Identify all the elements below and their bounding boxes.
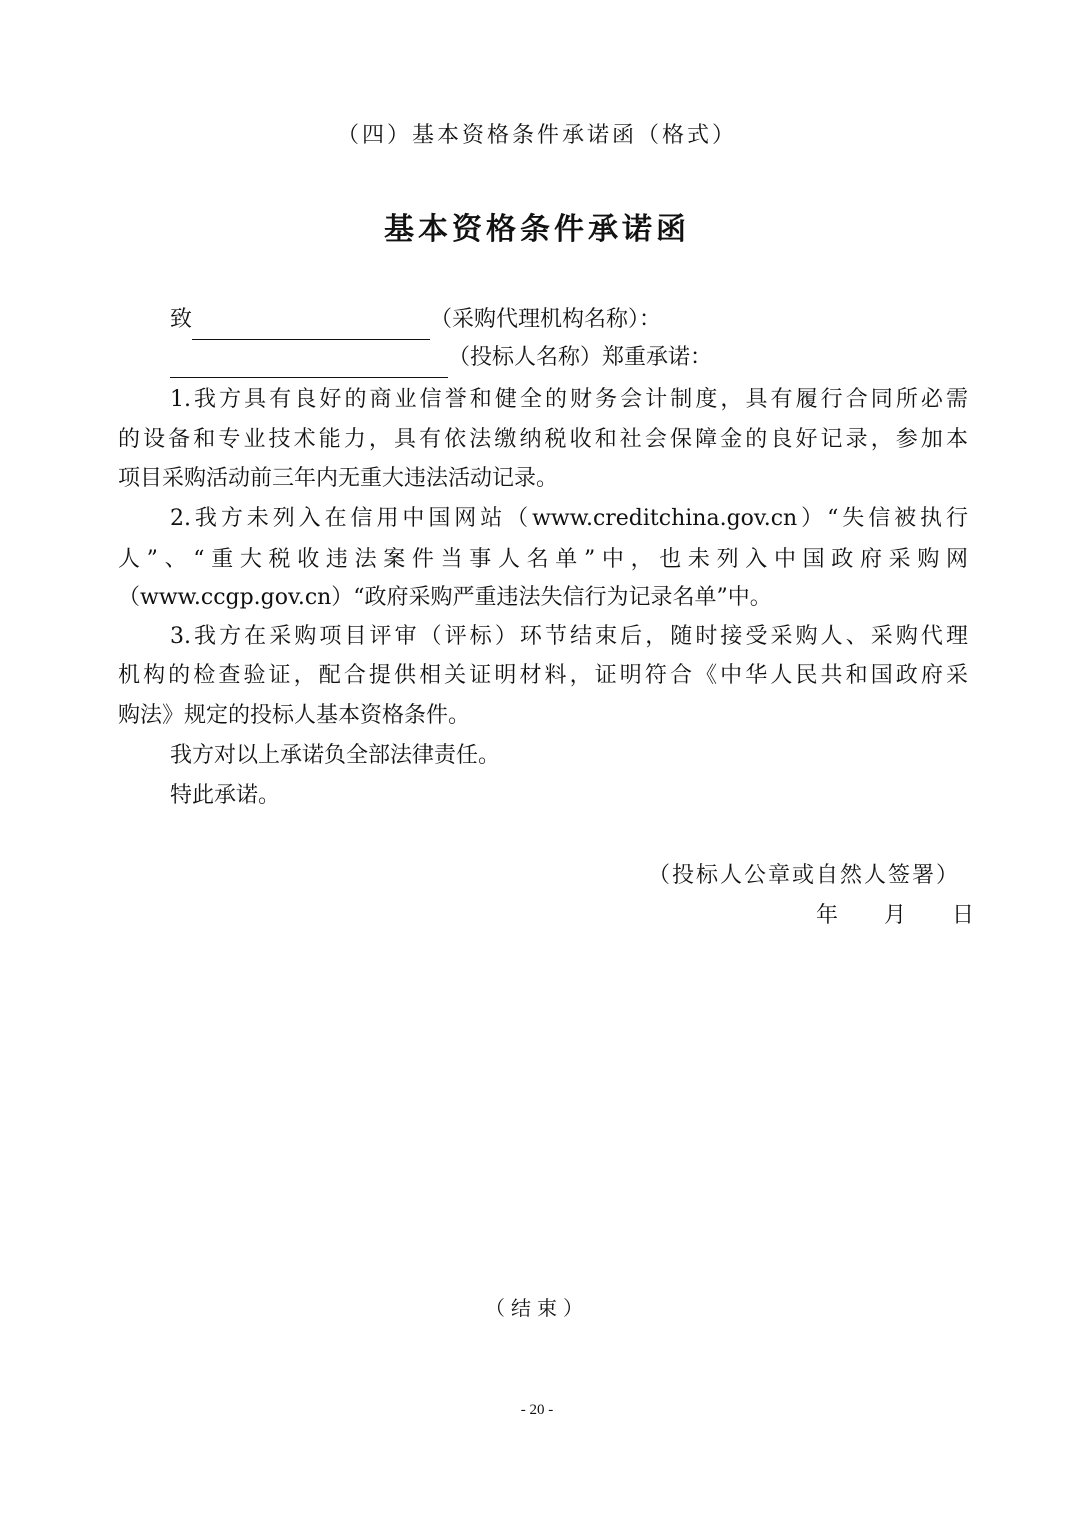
clause-1-line-1: 1.我方具有良好的商业信誉和健全的财务会计制度，具有履行合同所必需 xyxy=(170,387,968,412)
clause-2-line-2: 人”、“重大税收违法案件当事人名单”中，也未列入中国政府采购网 xyxy=(118,547,968,572)
clause-3-line-2: 机构的检查验证，配合提供相关证明材料，证明符合《中华人民共和国政府采 xyxy=(118,663,968,688)
section-heading: （四）基本资格条件承诺函（格式） xyxy=(336,123,737,148)
addressee-prefix: 致 xyxy=(170,307,193,332)
clause-3-line-3: 购法》规定的投标人基本资格条件。 xyxy=(118,703,471,728)
hereby-statement: 特此承诺。 xyxy=(170,783,281,808)
clause-1-line-2: 的设备和专业技术能力，具有依法缴纳税收和社会保障金的良好记录，参加本 xyxy=(118,427,968,452)
addressee-suffix: （采购代理机构名称）： xyxy=(430,307,662,332)
clause-2-line-1: 2.我方未列入在信用中国网站（www.creditchina.gov.cn）“失信被执行 xyxy=(170,506,968,531)
responsibility-statement: 我方对以上承诺负全部法律责任。 xyxy=(170,743,501,768)
clause-1-line-3: 项目采购活动前三年内无重大违法活动记录。 xyxy=(118,466,559,491)
closing-mark: （结束） xyxy=(485,1296,589,1320)
clause-3-line-1: 3.我方在采购项目评审（评标）环节结束后，随时接受采购人、采购代理 xyxy=(170,624,968,649)
page-number: - 20 - xyxy=(520,1402,554,1418)
clause-2-line-3: （www.ccgp.gov.cn）“政府采购严重违法失信行为记录名单”中。 xyxy=(118,585,772,610)
bidder-line xyxy=(170,338,712,378)
signature-line: （投标人公章或自然人签署） xyxy=(648,863,961,888)
date-day: 日 xyxy=(952,903,977,928)
bidder-line-suffix: （投标人名称）郑重承诺： xyxy=(448,345,713,370)
document-title: 基本资格条件承诺函 xyxy=(384,212,690,247)
date-year: 年 xyxy=(816,903,841,928)
agency-name-blank[interactable] xyxy=(192,313,430,340)
date-line xyxy=(816,896,976,936)
date-month: 月 xyxy=(884,903,909,928)
bidder-name-blank[interactable] xyxy=(170,351,448,378)
addressee-line xyxy=(170,300,661,340)
